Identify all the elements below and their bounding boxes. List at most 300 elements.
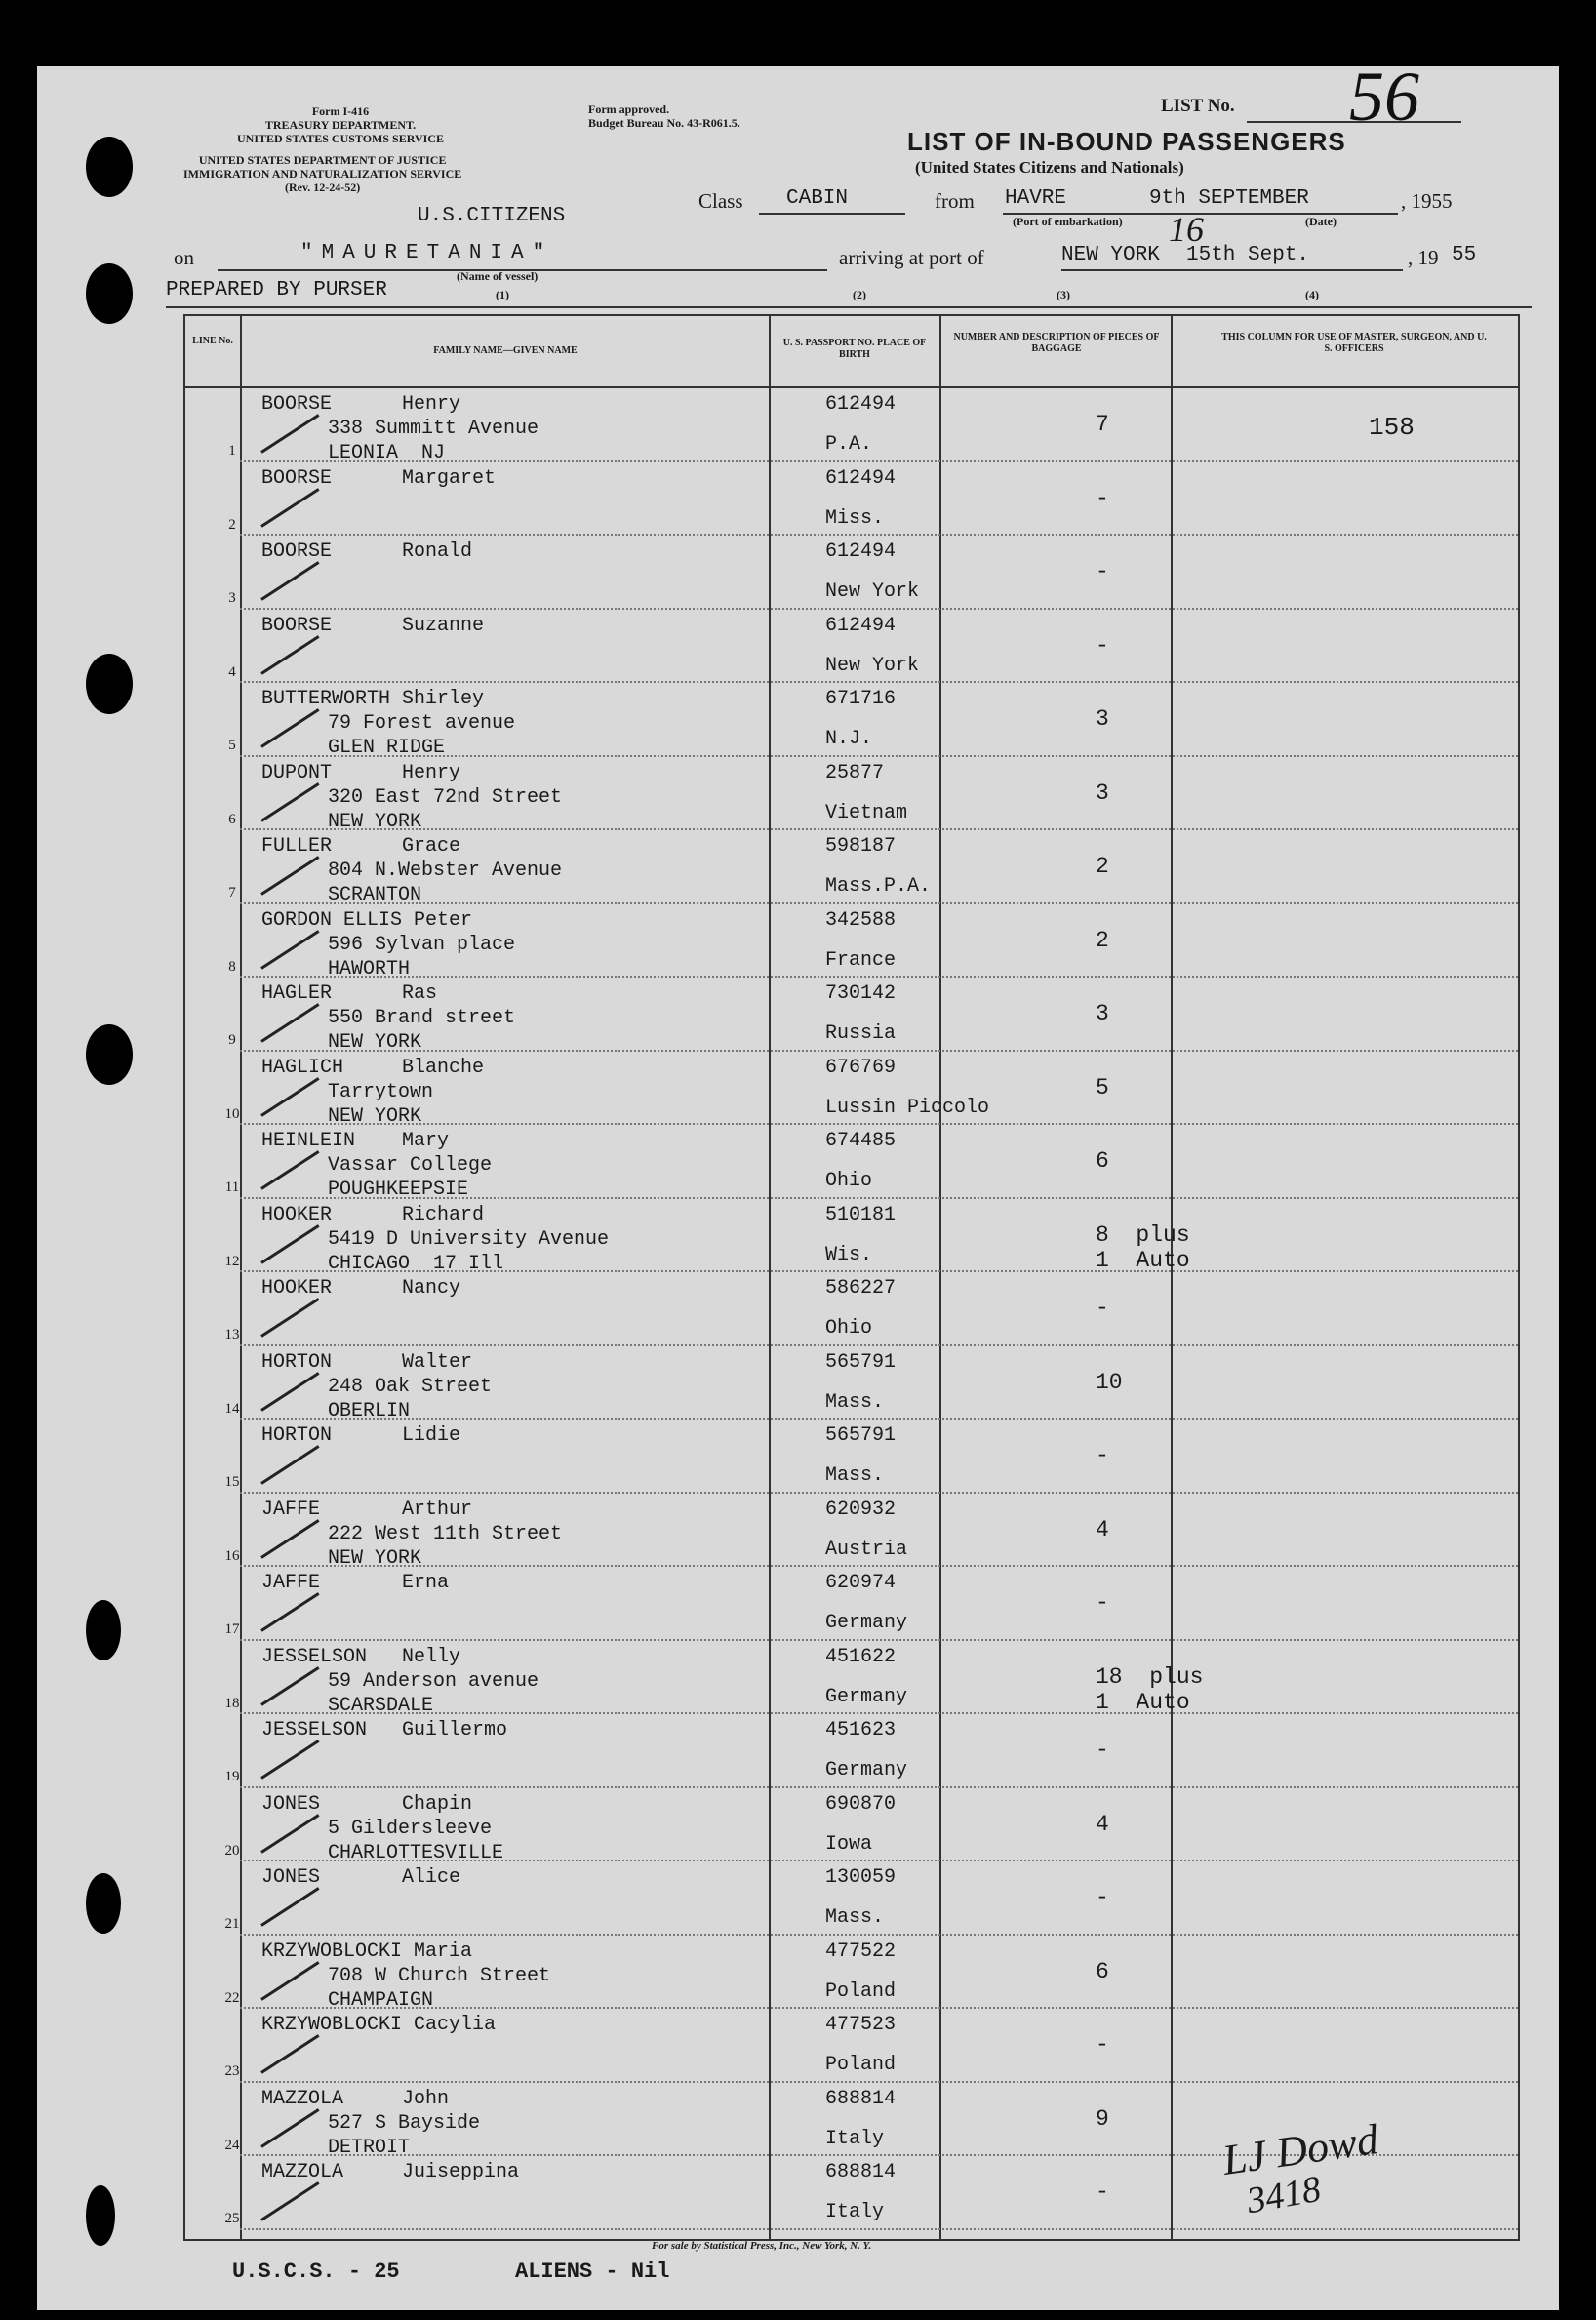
place-of-birth: Italy bbox=[825, 2127, 885, 2150]
baggage-count: - bbox=[1096, 1885, 1109, 1910]
list-title: LIST OF IN-BOUND PASSENGERS bbox=[907, 127, 1346, 156]
place-of-birth: Iowa bbox=[825, 1832, 873, 1856]
place-of-birth: Miss. bbox=[825, 506, 885, 530]
passport-number: 565791 bbox=[825, 1350, 897, 1374]
approval-block bbox=[588, 103, 740, 131]
passenger-row bbox=[37, 757, 1559, 833]
arrival-underline bbox=[1061, 269, 1403, 271]
baggage-count: 4 bbox=[1096, 1811, 1109, 1837]
punch-hole bbox=[86, 137, 133, 197]
passenger-entry bbox=[261, 1423, 460, 1448]
passport-number: 510181 bbox=[825, 1203, 897, 1226]
passenger-name: BOORSE Henry bbox=[261, 393, 461, 416]
punch-hole bbox=[86, 1600, 121, 1660]
place-of-birth: France bbox=[825, 948, 897, 972]
place-of-birth: New York bbox=[825, 580, 920, 603]
passenger-name: HORTON Lidie bbox=[261, 1424, 461, 1447]
passenger-entry bbox=[261, 1718, 507, 1742]
punch-hole bbox=[86, 654, 133, 714]
city-address: SCRANTON bbox=[328, 884, 422, 906]
street-address: 527 S Bayside bbox=[328, 2111, 481, 2135]
form-sheet bbox=[37, 58, 1559, 2310]
passenger-name: JONES Alice bbox=[261, 1866, 461, 1889]
passenger-row bbox=[37, 1641, 1559, 1717]
city-address: NEW YORK bbox=[328, 810, 422, 833]
arrival-date: 15th Sept. bbox=[1186, 244, 1310, 266]
passenger-entry bbox=[261, 1276, 460, 1300]
passenger-entry bbox=[261, 1203, 609, 1276]
street-address: 596 Sylvan place bbox=[328, 933, 516, 956]
line-number: 18 bbox=[224, 1695, 240, 1711]
line-number: 1 bbox=[228, 443, 236, 459]
passenger-name: KRZYWOBLOCKI Maria bbox=[261, 1940, 473, 1963]
embark-year: , 1955 bbox=[1401, 189, 1453, 213]
city-address: OBERLIN bbox=[328, 1399, 411, 1422]
officer-note: 158 bbox=[1369, 413, 1415, 442]
baggage-count: - bbox=[1096, 632, 1109, 659]
col-num-1: (1) bbox=[496, 288, 509, 301]
passenger-name: BOORSE Suzanne bbox=[261, 614, 485, 637]
street-address: 708 W Church Street bbox=[328, 1964, 551, 1987]
header-family-name: FAMILY NAME—GIVEN NAME bbox=[433, 345, 578, 356]
place-of-birth: Ohio bbox=[825, 1317, 873, 1340]
place-of-birth: Mass. bbox=[825, 1464, 885, 1487]
passport-number: 130059 bbox=[825, 1866, 897, 1889]
street-address: 5419 D University Avenue bbox=[328, 1227, 610, 1251]
line-number: 11 bbox=[224, 1180, 240, 1195]
class-value: CABIN bbox=[786, 187, 849, 210]
street-address: 5 Gildersleeve bbox=[328, 1817, 493, 1840]
passport-number: 688814 bbox=[825, 2161, 897, 2183]
passenger-name: JESSELSON Nelly bbox=[261, 1645, 461, 1668]
passenger-row bbox=[37, 1714, 1559, 1787]
baggage-count: 2 bbox=[1096, 854, 1109, 879]
passport-entry bbox=[825, 687, 896, 751]
passport-number: 477522 bbox=[825, 1940, 897, 1963]
passport-entry bbox=[825, 908, 896, 973]
passenger-entry bbox=[261, 1571, 449, 1595]
baggage-count: 6 bbox=[1096, 1148, 1109, 1174]
street-address: 79 Forest avenue bbox=[328, 712, 516, 735]
passenger-row bbox=[37, 536, 1559, 609]
line-number: 13 bbox=[224, 1327, 240, 1342]
punch-hole bbox=[86, 263, 133, 324]
baggage-count: 10 bbox=[1096, 1369, 1123, 1395]
baggage-count: 6 bbox=[1096, 1958, 1109, 1984]
header-line-no: LINE No. bbox=[192, 336, 233, 346]
col-num-2: (2) bbox=[853, 288, 866, 301]
passenger-entry bbox=[261, 1129, 492, 1202]
port-embark: HAVRE bbox=[1005, 187, 1067, 210]
passport-number: 612494 bbox=[825, 466, 897, 490]
passenger-name: HAGLICH Blanche bbox=[261, 1056, 485, 1079]
street-address: 338 Summitt Avenue bbox=[328, 418, 539, 440]
passport-entry bbox=[825, 1423, 896, 1488]
passenger-row bbox=[37, 1788, 1559, 1864]
passport-entry bbox=[825, 761, 907, 825]
passport-entry bbox=[825, 614, 919, 678]
passport-entry bbox=[825, 1129, 896, 1193]
line-number: 17 bbox=[224, 1621, 240, 1637]
revision: (Rev. 12-24-52) bbox=[284, 180, 361, 194]
class-underline bbox=[759, 213, 905, 215]
passenger-name: BUTTERWORTH Shirley bbox=[261, 688, 485, 710]
city-address: NEW YORK bbox=[328, 1031, 422, 1054]
street-address: 804 N.Webster Avenue bbox=[328, 860, 563, 882]
line-number: 7 bbox=[228, 885, 236, 900]
passenger-name: HAGLER Ras bbox=[261, 982, 438, 1005]
place-of-birth: Russia bbox=[825, 1022, 897, 1045]
place-of-birth: Austria bbox=[825, 1538, 908, 1561]
street-address: 550 Brand street bbox=[328, 1007, 516, 1029]
line-number: 3 bbox=[228, 590, 236, 606]
col-num-4: (4) bbox=[1305, 288, 1319, 301]
passenger-entry bbox=[261, 1645, 539, 1718]
arrival-year: 55 bbox=[1452, 244, 1477, 266]
passenger-entry bbox=[261, 392, 539, 465]
passenger-row bbox=[37, 388, 1559, 464]
baggage-count: 2 bbox=[1096, 927, 1109, 953]
line-number: 8 bbox=[228, 958, 236, 975]
passport-entry bbox=[825, 834, 931, 899]
place-of-birth: Wis. bbox=[825, 1243, 873, 1266]
passenger-row bbox=[37, 610, 1559, 683]
passenger-name: FULLER Grace bbox=[261, 835, 461, 858]
passport-entry bbox=[825, 981, 896, 1046]
passenger-entry bbox=[261, 981, 515, 1055]
list-number-handwritten: 56 bbox=[1349, 58, 1419, 136]
footer-press: For sale by Statistical Press, Inc., New York, N. Y. bbox=[652, 2240, 872, 2252]
passenger-row bbox=[37, 1125, 1559, 1201]
passport-entry bbox=[825, 1645, 907, 1709]
check-mark bbox=[260, 1740, 319, 1780]
officer-signature: LJ Dowd bbox=[1219, 2115, 1381, 2184]
passport-entry bbox=[825, 1056, 989, 1120]
baggage-count: 3 bbox=[1096, 1001, 1109, 1026]
passenger-name: BOORSE Margaret bbox=[261, 466, 497, 490]
passport-entry bbox=[825, 1498, 907, 1562]
footer-form-no: U.S.C.S. - 25 bbox=[232, 2260, 400, 2284]
line-number: 10 bbox=[224, 1105, 240, 1122]
place-of-birth: Mass. bbox=[825, 1390, 885, 1414]
check-mark bbox=[260, 1887, 319, 1927]
passenger-entry bbox=[261, 1350, 492, 1423]
place-of-birth: Vietnam bbox=[825, 801, 908, 824]
passport-number: 620974 bbox=[825, 1572, 897, 1594]
footer-aliens: ALIENS - Nil bbox=[515, 2260, 670, 2284]
passport-number: 451622 bbox=[825, 1645, 897, 1668]
city-address: POUGHKEEPSIE bbox=[328, 1179, 469, 1201]
baggage-count: 4 bbox=[1096, 1516, 1109, 1542]
place-of-birth: Italy bbox=[825, 2201, 885, 2223]
passport-number: 620932 bbox=[825, 1498, 897, 1521]
baggage-count: - bbox=[1096, 485, 1109, 511]
arrival-date-overwrite: 16 bbox=[1169, 210, 1204, 249]
place-of-birth: Germany bbox=[825, 1612, 908, 1634]
passenger-name: DUPONT Henry bbox=[261, 761, 461, 784]
place-of-birth: Mass. bbox=[825, 1906, 885, 1929]
passenger-name: KRZYWOBLOCKI Cacylia bbox=[261, 2014, 497, 2036]
passport-number: 342588 bbox=[825, 908, 897, 932]
passenger-row bbox=[37, 462, 1559, 536]
passenger-row bbox=[37, 1346, 1559, 1420]
line-number: 21 bbox=[224, 1916, 240, 1932]
customs-service: UNITED STATES CUSTOMS SERVICE bbox=[237, 131, 444, 145]
check-mark bbox=[260, 635, 319, 675]
ins-service: IMMIGRATION AND NATURALIZATION SERVICE bbox=[183, 166, 462, 180]
street-address: 320 East 72nd Street bbox=[328, 785, 563, 809]
passport-number: 688814 bbox=[825, 2087, 897, 2110]
city-address: NEW YORK bbox=[328, 1104, 422, 1128]
budget-bureau: Budget Bureau No. 43-R061.5. bbox=[588, 115, 740, 130]
check-mark bbox=[260, 2181, 319, 2221]
place-of-birth: Germany bbox=[825, 1685, 908, 1708]
table-top bbox=[183, 314, 1520, 316]
passenger-row bbox=[37, 904, 1559, 978]
place-of-birth: P.A. bbox=[825, 433, 873, 456]
passport-entry bbox=[825, 2087, 896, 2151]
passenger-entry bbox=[261, 687, 515, 760]
passport-number: 451623 bbox=[825, 1719, 897, 1741]
passenger-row bbox=[37, 1420, 1559, 1493]
line-number: 22 bbox=[224, 1989, 240, 2006]
passenger-entry bbox=[261, 1498, 562, 1571]
us-citizens-label: U.S.CITIZENS bbox=[418, 205, 566, 227]
line-number: 16 bbox=[224, 1547, 240, 1564]
form-approved: Form approved. bbox=[588, 102, 670, 116]
baggage-count: 3 bbox=[1096, 780, 1109, 806]
passenger-entry bbox=[261, 1056, 484, 1129]
line-number: 23 bbox=[224, 2063, 240, 2079]
place-of-birth: Lussin Piccolo bbox=[825, 1096, 990, 1119]
punch-hole bbox=[86, 1873, 121, 1934]
treasury-header bbox=[237, 105, 444, 145]
city-address: DETROIT bbox=[328, 2136, 411, 2159]
embark-date: 9th SEPTEMBER bbox=[1149, 187, 1309, 210]
line-number: 25 bbox=[224, 2211, 240, 2226]
vessel-name: "MAURETANIA" bbox=[300, 242, 554, 264]
place-of-birth: Poland bbox=[825, 1980, 897, 2003]
check-mark bbox=[260, 561, 319, 601]
signature-number: 3418 bbox=[1243, 2168, 1325, 2222]
line-number: 6 bbox=[228, 811, 236, 827]
passport-entry bbox=[825, 1571, 907, 1635]
passenger-row bbox=[37, 1861, 1559, 1935]
passenger-entry bbox=[261, 1792, 503, 1865]
passenger-row bbox=[37, 2009, 1559, 2082]
justice-dept: UNITED STATES DEPARTMENT OF JUSTICE bbox=[198, 153, 447, 167]
baggage-count: 7 bbox=[1096, 412, 1109, 437]
city-address: CHARLOTTESVILLE bbox=[328, 1841, 504, 1864]
passenger-name: JAFFE Erna bbox=[261, 1572, 450, 1594]
check-mark bbox=[260, 1445, 319, 1485]
passport-number: 598187 bbox=[825, 835, 897, 858]
passport-entry bbox=[825, 1203, 896, 1267]
baggage-count: 18 plus 1 Auto bbox=[1096, 1663, 1204, 1715]
passenger-name: JONES Chapin bbox=[261, 1792, 473, 1816]
street-address: Tarrytown bbox=[328, 1080, 434, 1103]
from-label: from bbox=[935, 189, 975, 213]
passenger-rows bbox=[37, 388, 1559, 2237]
treasury-dept: TREASURY DEPARTMENT. bbox=[264, 117, 417, 132]
place-of-birth: Ohio bbox=[825, 1170, 873, 1192]
line-number: 9 bbox=[228, 1032, 236, 1048]
arrival-port: NEW YORK bbox=[1061, 244, 1160, 266]
baggage-count: 9 bbox=[1096, 2105, 1109, 2132]
line-number: 12 bbox=[224, 1253, 240, 1269]
passport-entry bbox=[825, 466, 896, 531]
passenger-entry bbox=[261, 834, 562, 907]
check-mark bbox=[260, 1592, 319, 1632]
passport-entry bbox=[825, 540, 919, 604]
justice-header bbox=[183, 154, 461, 194]
punch-hole bbox=[86, 2185, 115, 2246]
passenger-name: HOOKER Richard bbox=[261, 1203, 485, 1226]
passenger-name: HORTON Walter bbox=[261, 1350, 473, 1374]
street-address: 222 West 11th Street bbox=[328, 1522, 563, 1545]
passenger-name: JAFFE Arthur bbox=[261, 1498, 473, 1521]
passenger-row bbox=[37, 1567, 1559, 1640]
city-address: SCARSDALE bbox=[328, 1694, 434, 1717]
passport-number: 676769 bbox=[825, 1056, 897, 1079]
header-rule bbox=[166, 306, 1532, 308]
city-address: NEW YORK bbox=[328, 1546, 422, 1570]
passenger-row bbox=[37, 1052, 1559, 1128]
check-mark bbox=[260, 2034, 319, 2074]
passenger-name: MAZZOLA Juiseppina bbox=[261, 2161, 520, 2183]
passenger-name: MAZZOLA John bbox=[261, 2087, 450, 2110]
line-number: 5 bbox=[228, 738, 236, 753]
passport-entry bbox=[825, 2160, 896, 2224]
passenger-name: JESSELSON Guillermo bbox=[261, 1719, 508, 1741]
row-separator bbox=[240, 2228, 1518, 2230]
passenger-name: HOOKER Nancy bbox=[261, 1277, 461, 1300]
check-mark bbox=[260, 1298, 319, 1338]
passport-number: 612494 bbox=[825, 393, 897, 416]
city-address: CHAMPAIGN bbox=[328, 1988, 434, 2012]
line-number: 14 bbox=[224, 1400, 240, 1417]
baggage-count: 8 plus 1 Auto bbox=[1096, 1221, 1190, 1273]
passenger-row bbox=[37, 683, 1559, 759]
baggage-count: - bbox=[1096, 2032, 1109, 2058]
street-address: Vassar College bbox=[328, 1154, 493, 1177]
passport-entry bbox=[825, 1276, 896, 1340]
passenger-entry bbox=[261, 2160, 519, 2184]
passenger-entry bbox=[261, 761, 562, 834]
baggage-count: - bbox=[1096, 1443, 1109, 1468]
passenger-entry bbox=[261, 614, 484, 638]
passport-number: 565791 bbox=[825, 1424, 897, 1447]
passenger-name: GORDON ELLIS Peter bbox=[261, 908, 473, 932]
passenger-entry bbox=[261, 1940, 550, 2013]
passenger-entry bbox=[261, 2013, 496, 2037]
passport-entry bbox=[825, 1792, 896, 1857]
passenger-row bbox=[37, 1494, 1559, 1570]
place-of-birth: Germany bbox=[825, 1759, 908, 1781]
line-number: 4 bbox=[228, 663, 236, 680]
col-num-3: (3) bbox=[1057, 288, 1070, 301]
passenger-row bbox=[37, 978, 1559, 1054]
passenger-row bbox=[37, 1936, 1559, 2012]
passport-entry bbox=[825, 1865, 896, 1930]
passport-number: 690870 bbox=[825, 1792, 897, 1816]
passport-entry bbox=[825, 1350, 896, 1415]
baggage-count: 3 bbox=[1096, 706, 1109, 732]
city-address: LEONIA NJ bbox=[328, 442, 446, 464]
form-number: Form I-416 bbox=[311, 104, 370, 118]
line-number: 2 bbox=[228, 516, 236, 533]
line-number: 24 bbox=[224, 2137, 240, 2153]
passport-entry bbox=[825, 2013, 896, 2077]
passenger-row bbox=[37, 830, 1559, 906]
passport-number: 674485 bbox=[825, 1130, 897, 1152]
line-number: 20 bbox=[224, 1842, 240, 1859]
passport-number: 25877 bbox=[825, 761, 885, 784]
passenger-entry bbox=[261, 466, 496, 491]
place-of-birth: N.J. bbox=[825, 728, 873, 750]
baggage-count: - bbox=[1096, 1590, 1109, 1616]
city-address: HAWORTH bbox=[328, 957, 411, 980]
city-address: GLEN RIDGE bbox=[328, 737, 446, 759]
passenger-row bbox=[37, 1199, 1559, 1275]
list-subtitle: (United States Citizens and Nationals) bbox=[915, 158, 1184, 177]
passport-number: 586227 bbox=[825, 1277, 897, 1300]
baggage-count: - bbox=[1096, 559, 1109, 584]
passenger-entry bbox=[261, 908, 515, 981]
vessel-caption: (Name of vessel) bbox=[457, 269, 539, 283]
passport-entry bbox=[825, 392, 896, 457]
arrival-year-prefix: , 19 bbox=[1408, 246, 1439, 269]
passenger-entry bbox=[261, 540, 472, 564]
baggage-count: - bbox=[1096, 1738, 1109, 1763]
list-no-label: LIST No. bbox=[1161, 96, 1235, 116]
header-passport: U. S. PASSPORT NO. PLACE OF BIRTH bbox=[782, 338, 927, 360]
line-number: 15 bbox=[224, 1474, 240, 1490]
place-of-birth: Poland bbox=[825, 2054, 897, 2076]
place-of-birth: Mass.P.A. bbox=[825, 875, 932, 898]
check-mark bbox=[260, 488, 319, 528]
passenger-row bbox=[37, 1272, 1559, 1345]
header-officers: THIS COLUMN FOR USE OF MASTER, SURGEON, AND U. S. OFFICERS bbox=[1221, 332, 1487, 354]
arriving-label: arriving at port of bbox=[839, 246, 984, 269]
baggage-count: - bbox=[1096, 1296, 1109, 1321]
passport-number: 730142 bbox=[825, 982, 897, 1005]
passport-entry bbox=[825, 1940, 896, 2004]
line-number: 19 bbox=[224, 1769, 240, 1784]
street-address: 248 Oak Street bbox=[328, 1375, 493, 1398]
port-embark-caption: (Port of embarkation) bbox=[1013, 215, 1123, 228]
street-address: 59 Anderson avenue bbox=[328, 1669, 539, 1693]
baggage-count: - bbox=[1096, 2180, 1109, 2205]
header-baggage: NUMBER AND DESCRIPTION OF PIECES OF BAGGAGE bbox=[953, 332, 1160, 354]
passport-entry bbox=[825, 1718, 907, 1782]
passport-number: 477523 bbox=[825, 2014, 897, 2036]
passport-number: 612494 bbox=[825, 614, 897, 637]
passenger-entry bbox=[261, 1865, 460, 1890]
baggage-count: 5 bbox=[1096, 1074, 1109, 1100]
prepared-by: PREPARED BY PURSER bbox=[166, 279, 387, 301]
passport-number: 671716 bbox=[825, 688, 897, 710]
passenger-name: HEINLEIN Mary bbox=[261, 1130, 450, 1152]
place-of-birth: New York bbox=[825, 654, 920, 677]
on-label: on bbox=[174, 246, 194, 269]
city-address: CHICAGO 17 Ill bbox=[328, 1252, 504, 1275]
passenger-name: BOORSE Ronald bbox=[261, 540, 473, 563]
passport-number: 612494 bbox=[825, 540, 897, 563]
date-caption: (Date) bbox=[1305, 215, 1337, 228]
class-label: Class bbox=[698, 189, 743, 213]
passenger-entry bbox=[261, 2087, 480, 2160]
